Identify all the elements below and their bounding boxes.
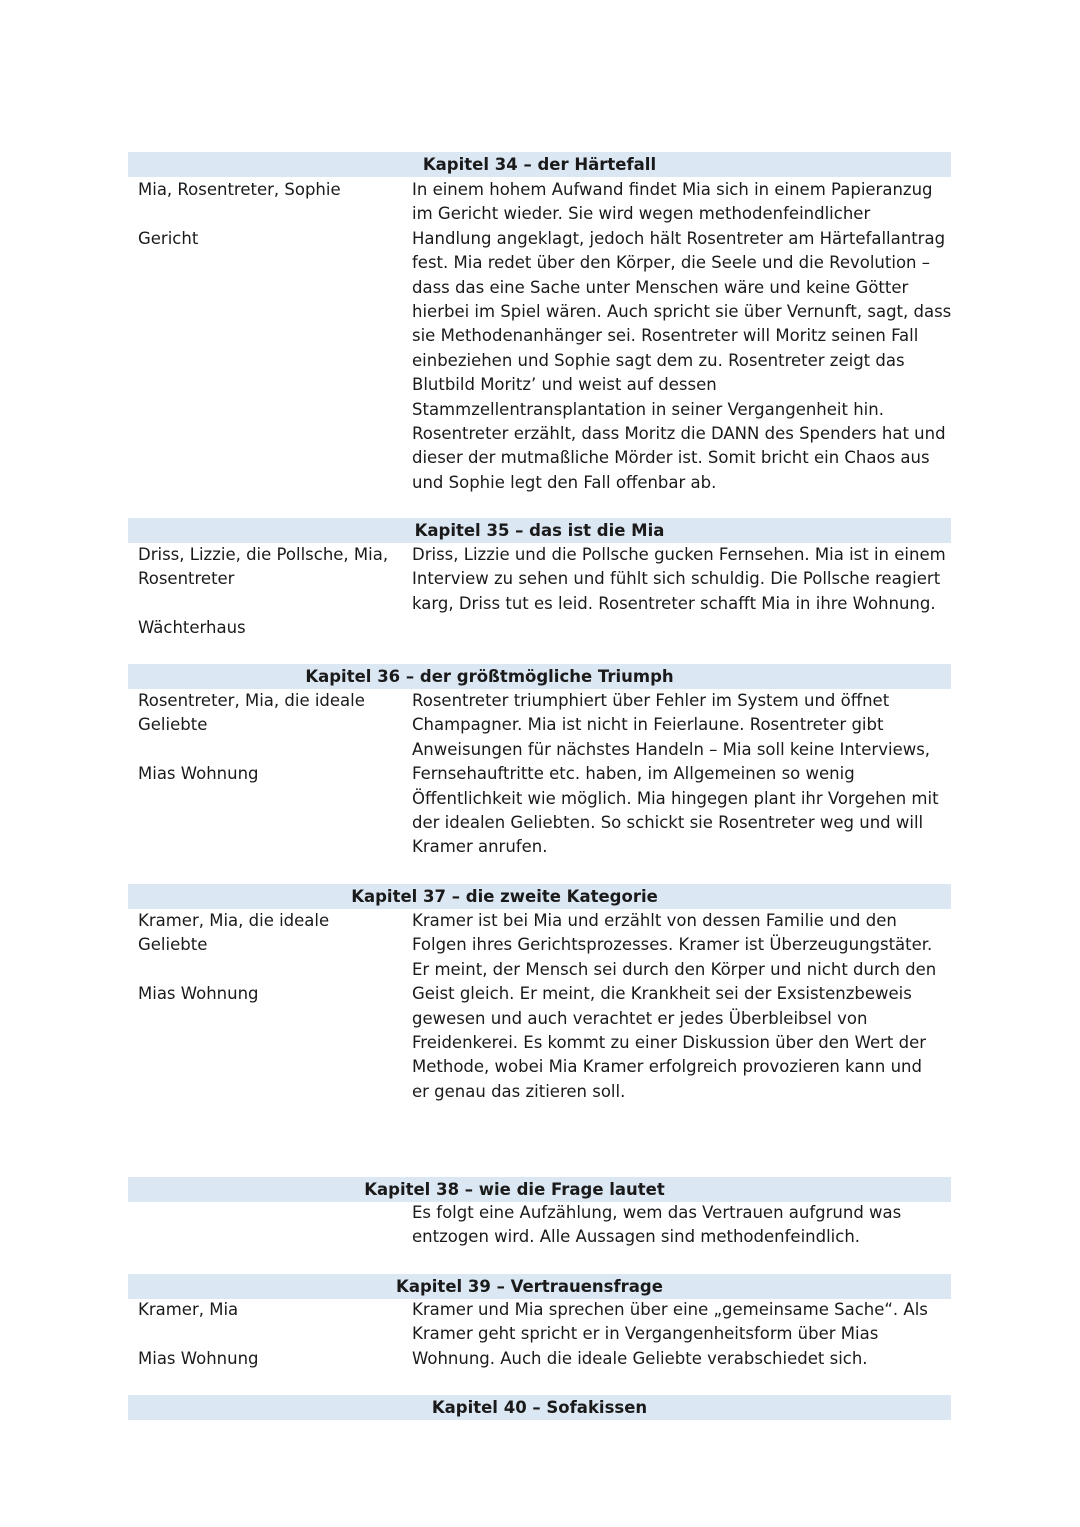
chapter-summary-36 [412, 689, 947, 860]
chapter-summary-37 [412, 909, 947, 1104]
chapter-header-37 [128, 884, 951, 909]
chapter-title-39: Kapitel 39 – Vertrauensfrage [396, 1277, 663, 1296]
summary-line: Kramer und Mia sprechen über eine „gemeinsame Sache“. Als [412, 1300, 928, 1319]
chapter-summary-35 [412, 543, 947, 616]
chapter-meta-34 [138, 178, 398, 251]
chapter-header-39 [128, 1274, 951, 1299]
chapter-header-40 [128, 1395, 951, 1420]
chapter-meta-35 [138, 543, 398, 641]
chapter-title-38: Kapitel 38 – wie die Frage lautet [364, 1180, 665, 1199]
summary-line: Freidenkerei. Es kommt zu einer Diskussion über den Wert der [412, 1033, 927, 1053]
summary-line: gewesen und auch verachtet er jedes Überbleibsel von [412, 1008, 868, 1028]
summary-line: Interview zu sehen und fühlt sich schuldig. Die Pollsche reagiert [412, 569, 941, 589]
summary-line: fest. Mia redet über den Körper, die Seele und die Revolution – [412, 253, 930, 273]
chapter-title-34: Kapitel 34 – der Härtefall [422, 155, 657, 174]
place-line: Mias Wohnung [138, 764, 259, 784]
summary-line: Stammzellentransplantation in seiner Vergangenheit hin. [412, 399, 884, 419]
summary-line: Rosentreter erzählt, dass Moritz die DANN des Spenders hat und [412, 424, 946, 444]
characters-line: Geliebte [138, 715, 208, 735]
summary-line: Anweisungen für nächstes Handeln – Mia soll keine Interviews, [412, 739, 931, 759]
place-line: Mias Wohnung [138, 1348, 259, 1368]
chapter-meta-36 [138, 689, 398, 787]
summary-line: hierbei im Spiel wären. Auch spricht sie über Vernunft, sagt, dass [412, 302, 952, 322]
summary-line: Wohnung. Auch die ideale Geliebte verabschiedet sich. [412, 1348, 868, 1368]
summary-line: der idealen Geliebten. So schickt sie Rosentreter weg und will [412, 813, 924, 833]
summary-line: und Sophie legt den Fall offenbar ab. [412, 472, 717, 492]
chapter-title-35: Kapitel 35 – das ist die Mia [414, 521, 665, 540]
summary-line: Methode, wobei Mia Kramer erfolgreich provozieren kann und [412, 1057, 922, 1077]
place-line: Gericht [138, 228, 199, 248]
chapter-title-36: Kapitel 36 – der größtmögliche Triumph [305, 667, 674, 686]
summary-line: dieser der mutmaßliche Mörder ist. Somit bricht ein Chaos aus [412, 448, 930, 468]
characters-line: Driss, Lizzie, die Pollsche, Mia, [138, 545, 389, 564]
summary-line: Driss, Lizzie und die Pollsche gucken Fernsehen. Mia ist in einem [412, 545, 946, 564]
summary-line: Öffentlichkeit wie möglich. Mia hingegen plant ihr Vorgehen mit [412, 788, 939, 808]
chapter-header-35 [128, 518, 951, 543]
chapter-header-36 [128, 664, 951, 689]
summary-line: Blutbild Moritz’ und weist auf dessen [412, 375, 717, 395]
characters-line: Geliebte [138, 935, 208, 955]
summary-line: Kramer geht spricht er in Vergangenheitsform über Mias [412, 1324, 879, 1344]
summary-line: Es folgt eine Aufzählung, wem das Vertrauen aufgrund was [412, 1203, 902, 1222]
characters-line: Kramer, Mia, die ideale [138, 911, 330, 930]
characters-line: Kramer, Mia [138, 1300, 239, 1319]
summary-line: Fernsehauftritte etc. haben, im Allgemeinen so wenig [412, 764, 855, 784]
summary-line: dass das eine Sache unter Menschen wäre und keine Götter [412, 277, 909, 297]
summary-line: In einem hohem Aufwand findet Mia sich in einem Papieranzug [412, 180, 933, 199]
place-line: Wächterhaus [138, 618, 246, 638]
characters-line: Mia, Rosentreter, Sophie [138, 180, 341, 199]
characters-line: Rosentreter [138, 569, 235, 589]
chapter-summary-34 [412, 178, 952, 495]
summary-line: Er meint, der Mensch sei durch den Körper und nicht durch den [412, 959, 937, 979]
summary-line: Folgen ihres Gerichtsprozesses. Kramer ist Überzeugungstäter. [412, 935, 933, 955]
summary-line: Rosentreter triumphiert über Fehler im System und öffnet [412, 691, 890, 710]
summary-line: Handlung angeklagt, jedoch hält Rosentreter am Härtefallantrag [412, 228, 946, 248]
summary-line: Geist gleich. Er meint, die Krankheit sei der Exsistenzbeweis [412, 984, 912, 1004]
summary-line: im Gericht wieder. Sie wird wegen methodenfeindlicher [412, 204, 871, 224]
chapter-meta-39 [138, 1298, 398, 1371]
characters-line: Rosentreter, Mia, die ideale [138, 691, 365, 710]
summary-line: Kramer ist bei Mia und erzählt von dessen Familie und den [412, 911, 897, 930]
chapter-header-38 [128, 1177, 951, 1202]
summary-line: karg, Driss tut es leid. Rosentreter schafft Mia in ihre Wohnung. [412, 593, 936, 613]
summary-line: sie Methodenanhänger sei. Rosentreter will Moritz seinen Fall [412, 326, 919, 346]
chapter-title-37: Kapitel 37 – die zweite Kategorie [351, 887, 658, 906]
summary-line: einbeziehen und Sophie sagt dem zu. Rosentreter zeigt das [412, 350, 905, 370]
chapter-meta-37 [138, 909, 398, 1007]
place-line: Mias Wohnung [138, 984, 259, 1004]
summary-line: entzogen wird. Alle Aussagen sind methodenfeindlich. [412, 1227, 861, 1247]
summary-line: er genau das zitieren soll. [412, 1081, 626, 1101]
chapter-title-40: Kapitel 40 – Sofakissen [431, 1398, 648, 1417]
chapter-summary-38 [412, 1201, 947, 1250]
summary-line: Kramer anrufen. [412, 837, 548, 857]
summary-line: Champagner. Mia ist nicht in Feierlaune. Rosentreter gibt [412, 715, 884, 735]
chapter-summary-39 [412, 1298, 947, 1371]
chapter-header-34 [128, 152, 951, 177]
